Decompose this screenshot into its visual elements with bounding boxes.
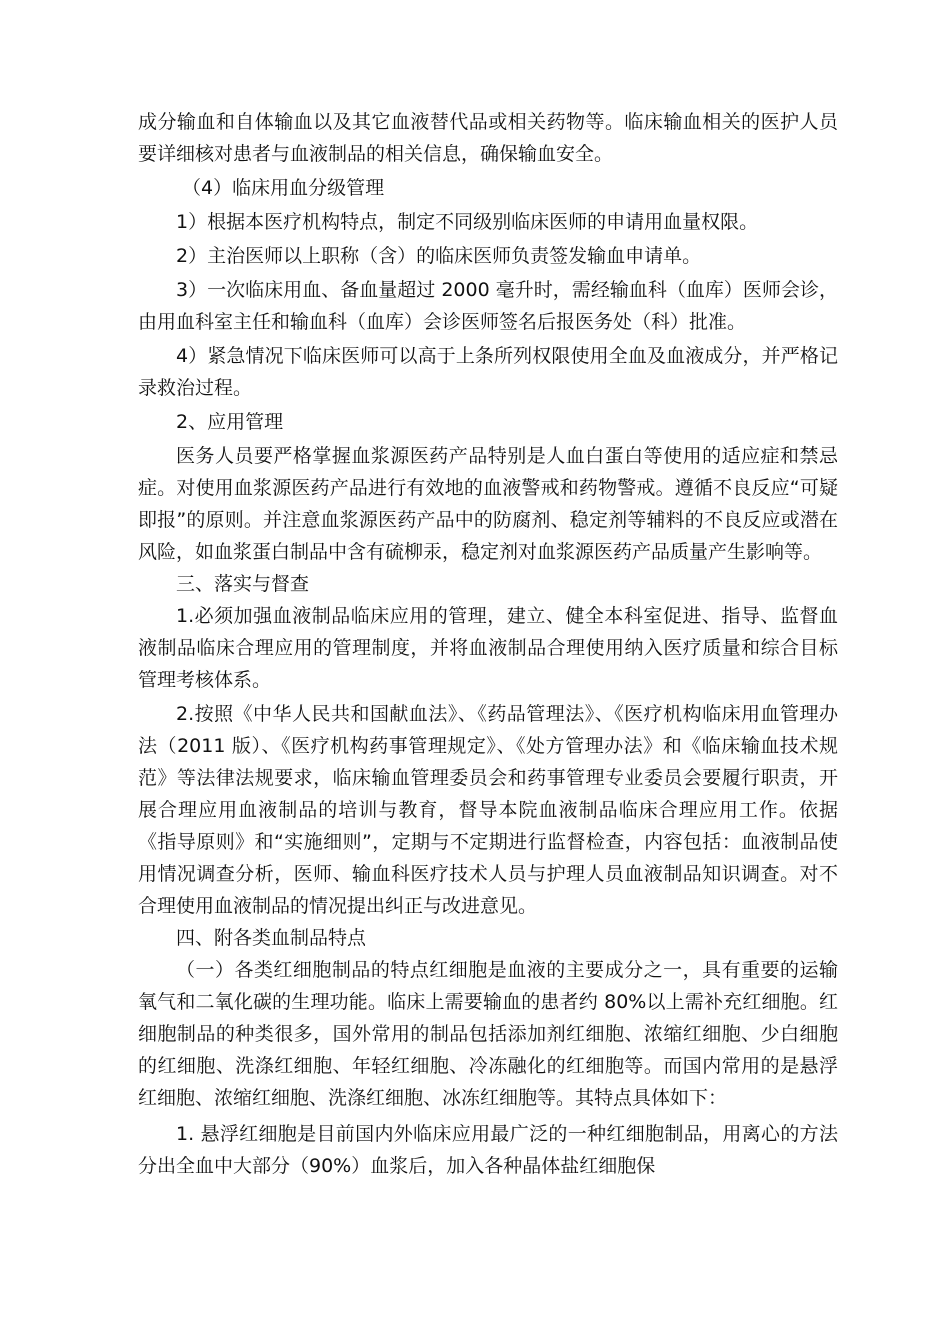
paragraph-item-4: 4）紧急情况下临床医师可以高于上条所列权限使用全血及血液成分，并严格记录救治过程。	[138, 345, 838, 399]
section-heading-implementation-supervision: 三、落实与督查	[176, 573, 310, 595]
paragraph-item-2: 2）主治医师以上职称（含）的临床医师负责签发输血申请单。	[176, 245, 702, 267]
paragraph-item-1: 1）根据本医疗机构特点，制定不同级别临床医师的申请用血量权限。	[176, 211, 759, 233]
document-body	[138, 106, 838, 1182]
section-heading-blood-product-characteristics: 四、附各类血制品特点	[176, 927, 367, 949]
paragraph-continuation: 成分输血和自体输血以及其它血液替代品或相关药物等。临床输血相关的医护人员要详细核对患者与血液制品的相关信息，确保输血安全。	[138, 111, 838, 165]
paragraph-supervision-1: 1.必须加强血液制品临床应用的管理，建立、健全本科室促进、指导、监督血液制品临床合理应用的管理制度，并将血液制品合理使用纳入医疗质量和综合目标管理考核体系。	[138, 605, 838, 691]
paragraph-red-cell-products: （一）各类红细胞制品的特点红细胞是血液的主要成分之一，具有重要的运输氧气和二氧化碳的生理功能。临床上需要输血的患者约 80%以上需补充红细胞。红细胞制品的种类很多，国外常用的制品包括添加剂红细胞、浓缩红细胞、少白细胞的红细胞、洗涤红细胞、年轻红细胞、冷冻融化的红细胞等。而国内常用的是悬浮红细胞、浓缩红细胞、洗涤红细胞、冰冻红细胞等。其特点具体如下：	[138, 959, 838, 1109]
paragraph-item-3: 3）一次临床用血、备血量超过 2000 毫升时，需经输血科（血库）医师会诊，由用血科室主任和输血科（血库）会诊医师签名后报医务处（科）批准。	[138, 279, 838, 333]
paragraph-suspended-red-cells: 1. 悬浮红细胞是目前国内外临床应用最广泛的一种红细胞制品，用离心的方法分出全血中大部分（90%）血浆后，加入各种晶体盐红细胞保	[138, 1123, 838, 1177]
paragraph-supervision-2: 2.按照《中华人民共和国献血法》、《药品管理法》、《医疗机构临床用血管理办法（2011 版）、《医疗机构药事管理规定》、《处方管理办法》和《临床输血技术规范》等法律法规要求，临床输血管理委员会和药事管理专业委员会要履行职责，开展合理应用血液制品的培训与教育，督导本院血液制品临床合理应用工作。依据《指导原则》和“实施细则”，定期与不定期进行监督检查，内容包括：血液制品使用情况调查分析，医师、输血科医疗技术人员与护理人员血液制品知识调查。对不合理使用血液制品的情况提出纠正与改进意见。	[138, 703, 838, 917]
subheading-clinical-blood-grading: （4）临床用血分级管理	[182, 177, 385, 199]
paragraph-application-management: 医务人员要严格掌握血浆源医药产品特别是人血白蛋白等使用的适应症和禁忌症。对使用血浆源医药产品进行有效地的血液警戒和药物警戒。遵循不良反应“可疑即报”的原则。并注意血浆源医药产品中的防腐剂、稳定剂等辅料的不良反应或潜在风险，如血浆蛋白制品中含有硫柳汞，稳定剂对血浆源医药产品质量产生影响等。	[138, 445, 838, 563]
section-heading-application-management: 2、应用管理	[176, 411, 284, 433]
